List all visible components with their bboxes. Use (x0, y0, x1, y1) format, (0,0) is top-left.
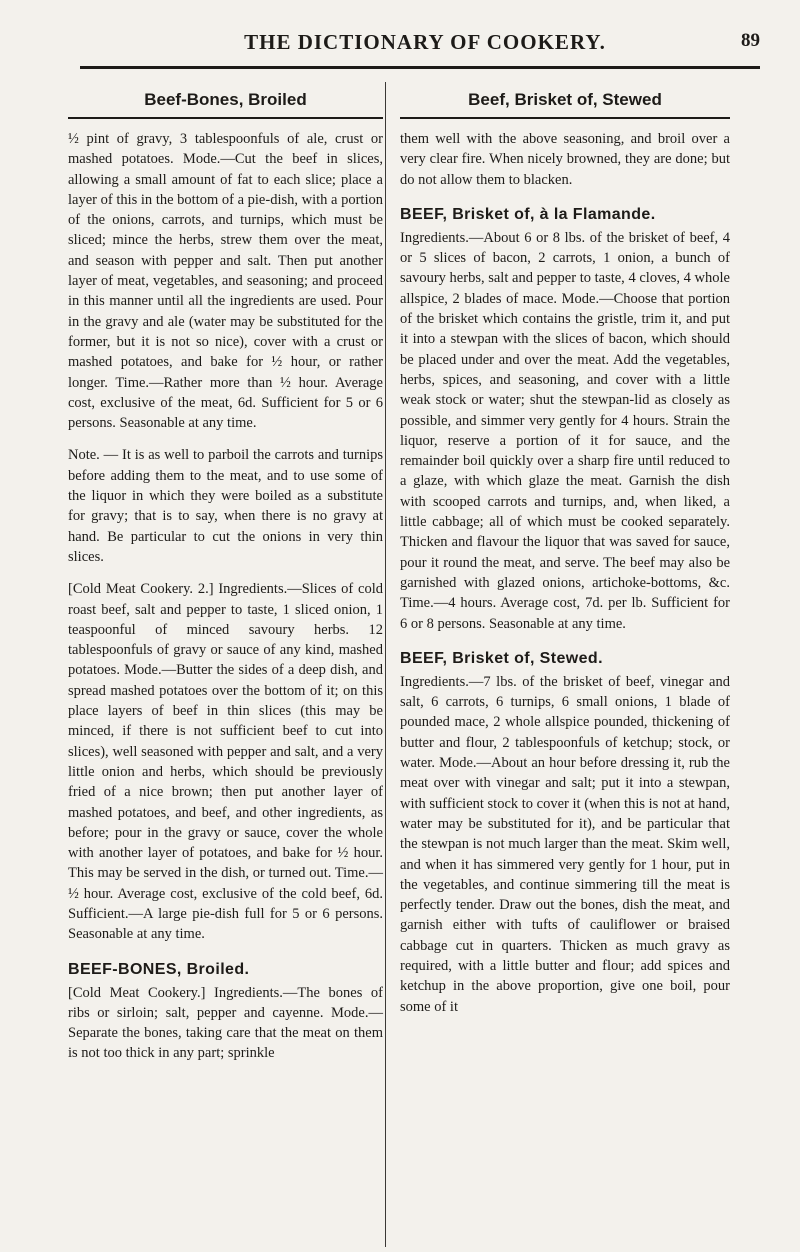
entry-text-flamande: Ingredients.—About 6 or 8 lbs. of the brisket of beef, 4 or 5 slices of bacon, 2 carrots, 1 onion, a bunch of savoury herbs, salt and pepper to taste, 4 cloves, 4 whole allspice, 2 blades of mace. Mode.—Choose that portion of the brisket which contains the gristle, trim it, and put it into a stewpan with the slices of bacon, which should be placed under and over the meat. Add the vegetables, herbs, spices, and seasoning, and cover with a little weak stock or water; shut the stewpan-lid as closely as possible, and simmer very gently for 4 hours. Strain the liquor, reserve a portion of it for sauce, and the remainder boil quickly over a sharp fire until reduced to a glaze, with which glaze the meat. Garnish the dish with scooped carrots and turnips, and, when liked, a little cabbage; all of which must be cooked separately. Thicken and flavour the liquor that was saved for sauce, pour it round the meat, and serve. The beef may also be garnished with glazed onions, artichoke-bottoms, &c. Time.—4 hours. Average cost, 7d. per lb. Sufficient for 6 or 8 persons. Seasonable at any time. (400, 229, 730, 632)
right-column (400, 78, 730, 1017)
left-column (68, 78, 383, 1064)
cold-meat-paragraph: [Cold Meat Cookery. 2.] Ingredients.—Slices of cold roast beef, salt and pepper to taste, 1 sliced onion, 1 teaspoonful of minced savoury herbs. 12 tablespoonfuls of gravy or sauce of any kind, mashed potatoes. Mode.—Butter the sides of a deep dish, and spread mashed potatoes over the bottom of it; on this place layers of beef in thin slices (this may be minced, if there is not sufficient beef to cut into slices), well seasoned with pepper and salt, and a very little onion and herbs, which should be previously fried of a nice brown; then put another layer of mashed potatoes, and beef, and other ingredients, as before; pour in the gravy or sauce, cover the whole with another layer of potatoes, and bake for ½ hour. This may be served in the dish, or turned out. Time.—½ hour. Average cost, exclusive of the cold beef, 6d. Sufficient.—A large pie-dish full for 5 or 6 persons. Seasonable at any time. (68, 581, 383, 943)
column-divider (385, 82, 386, 1247)
entry-text-stewed: Ingredients.—7 lbs. of the brisket of beef, vinegar and salt, 6 carrots, 6 turnips, 6 small onions, 1 blade of pounded mace, 2 whole allspice pounded, thickening of butter and flour, 2 tablespoonfuls of ketchup; stock, or water. Mode.—About an hour before dressing it, rub the meat over with vinegar and salt; put it into a stewpan, with sufficient stock to cover it (when this is not at hand, water may be substituted for it), and be particular that the stewpan is not much larger than the meat. Skim well, and when it has simmered very gently for 1 hour, put in the vegetables, and continue simmering till the meat is perfectly tender. Draw out the bones, dish the meat, and garnish either with tufts of cauliflower or braised cabbage cut in quarters. Thicken as much gravy as required, with a little butter and flour; add spices and ketchup in the above proportion, give one boil, pour some of it (400, 673, 730, 1015)
note-paragraph: Note. — It is as well to parboil the carrots and turnips before adding them to the meat, and to use some of the liquor in which they were boiled as a substitute for gravy; that is to say, when there is no gravy at hand. Be particular to cut the onions in very thin slices. (68, 447, 383, 565)
page-header (90, 30, 760, 64)
paragraph: ½ pint of gravy, 3 tablespoonfuls of ale, crust or mashed potatoes. Mode.—Cut the beef in slices, allowing a small amount of fat to each slice; place a layer of this in the bottom of a pie-dish, with a portion of the onions, carrots, and turnips, which must be sliced; mince the herbs, strew them over the meat, and season with pepper and salt. Then put another layer of meat, vegetables, and seasoning; and proceed in this manner until all the ingredients are used. Pour in the gravy and ale (water may be substituted for the former, but it is not so nice), cover with a crust or mashed potatoes, and bake for ½ hour, or rather longer. Time.—Rather more than ½ hour. Average cost, exclusive of the meat, 6d. Sufficient for 5 or 6 persons. Seasonable at any time. (68, 131, 383, 432)
header-rule (80, 66, 760, 69)
page-number: 89 (741, 30, 760, 51)
entry-title-stewed: BEEF, Brisket of, Stewed. (400, 649, 603, 667)
right-column-heading: Beef, Brisket of, Stewed (400, 78, 730, 119)
entry-text-beef-bones: [Cold Meat Cookery.] Ingredients.—The bones of ribs or sirloin; salt, pepper and cayenne. Mode.—Separate the bones, taking care that the meat on them is not too thick in any part; sprinkle (68, 984, 383, 1062)
entry-title-beef-bones: BEEF-BONES, Broiled. (68, 960, 250, 978)
left-column-heading: Beef-Bones, Broiled (68, 78, 383, 119)
running-title: THE DICTIONARY OF COOKERY. (244, 30, 606, 54)
intro-paragraph: them well with the above seasoning, and broil over a very clear fire. When nicely browned, they are done; but do not allow them to blacken. (400, 131, 730, 188)
entry-title-flamande: BEEF, Brisket of, à la Flamande. (400, 205, 656, 223)
